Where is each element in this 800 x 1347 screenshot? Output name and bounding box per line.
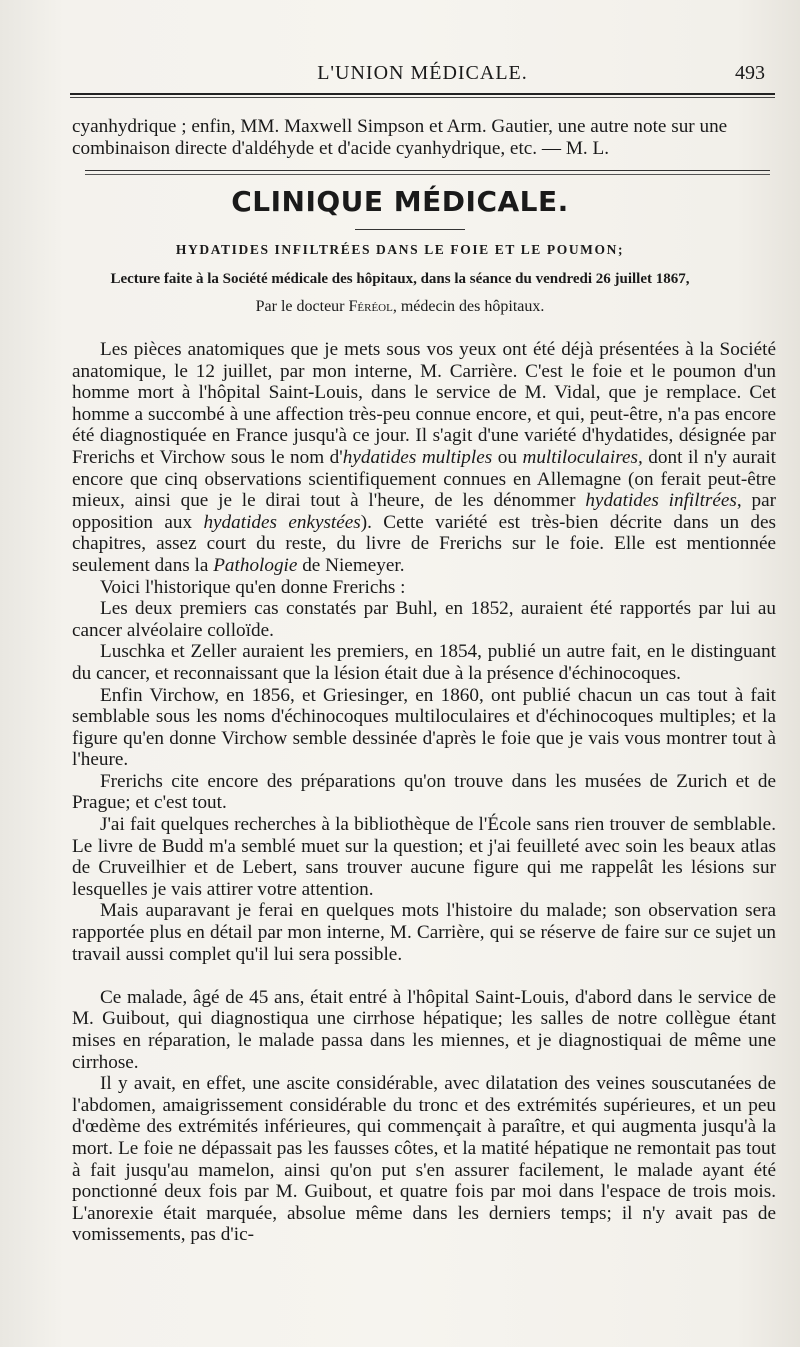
text-run: dont il n'y aurait encore que cinq observations scientifiquement connues en Allemagne (on ferait peut-être mieux, ainsi que je le dirai tout à l'heure, de les dénommer	[72, 446, 777, 512]
italic-term: hydatides infiltrées	[585, 490, 737, 512]
running-header	[70, 58, 775, 88]
paragraph: Les deux premiers cas constatés par Buhl, en 1852, auraient été rapportés par lui au cancer alvéolaire colloïde.	[72, 598, 776, 641]
author-name: Féréol	[348, 298, 393, 315]
italic-term: hydatides enkystées	[203, 511, 361, 533]
text-run: , par opposition aux	[72, 490, 776, 533]
header-rule	[70, 93, 775, 95]
paragraph: Mais auparavant je ferai en quelques mots l'histoire du malade; son observation sera rapportée plus en détail par mon interne, M. Carrière, qui se réserve de faire sur ce sujet un travail aussi complet qu'il lui sera possible.	[72, 900, 776, 965]
header-rule-thin	[70, 97, 775, 98]
italic-term: Pathologie	[213, 554, 298, 576]
paragraph	[72, 339, 776, 577]
section-divider-thin	[85, 174, 770, 175]
text-run: ou	[492, 446, 523, 468]
paragraph: Ce malade, âgé de 45 ans, était entré à l'hôpital Saint-Louis, d'abord dans le service de M. Guibout, qui diagnostiqua une cirrhose hépatique; les salles de notre collègue étant mises en réparation, le malade passa dans les miennes, et je diagnostiquai de même une cirrhose.	[72, 986, 776, 1073]
italic-term: multiloculaires,	[522, 446, 643, 468]
article-title: HYDATIDES INFILTRÉES DANS LE FOIE ET LE POUMON;	[175, 242, 625, 257]
paragraph: Luschka et Zeller auraient les premiers, en 1854, publié un autre fait, en le distinguant du cancer, et reconnaissant que la lésion était due à la présence d'échinocoques.	[72, 641, 776, 684]
article-subtitle: Lecture faite à la Société médicale des hôpitaux, dans la séance du vendredi 26 juillet 1867,	[110, 271, 690, 287]
italic-term: hydatides multiples	[342, 446, 493, 468]
previous-article-ending	[72, 116, 776, 159]
page-number: 493	[735, 62, 765, 84]
paragraph: Voici l'historique qu'en donne Frerichs :	[100, 576, 406, 598]
journal-title: L'UNION MÉDICALE.	[317, 62, 528, 84]
text-run: ). Cette variété est très-bien décrite dans un des chapitres, assez court du reste, du livre de Frerichs sur le foie. Elle est mentionnée seulement dans la	[72, 511, 776, 576]
author-suffix: , médecin des hôpitaux.	[392, 298, 545, 315]
author-prefix: Par le docteur	[255, 298, 345, 315]
paragraph: Frerichs cite encore des préparations qu'on trouve dans les musées de Zurich et de Prague; et c'est tout.	[72, 770, 776, 814]
article-author	[0, 298, 800, 316]
text-run: Les pièces anatomiques que je mets sous vos yeux ont été déjà présentées à la Société anatomique, le 12 juillet, par mon interne, M. Carrière. C'est le foie et le poumon d'un homme mort à l'hôpital Saint-Louis, dans le service de M. Vidal, que je remplace. Cet homme a succombé à une affection très-peu connue encore, et qui, peut-être, n'a pas encore été diagnostiquée en France jusqu'à ce jour. Il s'agit d'une variété d'hydatides, désignée par Frerichs et Virchow sous le nom d'	[72, 339, 776, 468]
text-run: de Niemeyer.	[297, 554, 405, 576]
section-heading: CLINIQUE MÉDICALE.	[231, 185, 569, 218]
intro-line: cyanhydrique ; enfin, MM. Maxwell Simpson et Arm. Gautier, une autre note sur une	[72, 116, 728, 137]
paragraph: Enfin Virchow, en 1856, et Griesinger, en 1860, ont publié chacun un cas tout à fait semblable sous les noms d'échinocoques multiloculaires et d'échinocoques multiples; et la figure qu'en donne Virchow semble dessinée d'après le foie que je vais vous montrer tout à l'heure.	[72, 684, 776, 771]
paragraph: Il y avait, en effet, une ascite considérable, avec dilatation des veines souscutanées de l'abdomen, amaigrissement considérable du tronc et des extrémités supérieures, et un peu d'œdème des extrémités inférieures, qui commençait à paraître, et qui augmenta jusqu'à la mort. Le foie ne dépassait pas les fausses côtes, et la matité hépatique ne remontait pas tout à fait jusqu'au mamelon, ainsi qu'on put s'en assurer facilement, le malade ayant été ponctionné deux fois par M. Guibout, et quatre fois par moi dans l'espace de trois mois. L'anorexie était marquée, absolue même dans les derniers temps; il n'y avait pas de vomissements, pas d'ic-	[72, 1073, 776, 1246]
paragraph: J'ai fait quelques recherches à la bibliothèque de l'École sans rien trouver de semblable. Le livre de Budd m'a semblé muet sur la question; et j'ai feuilleté avec soin les beaux atlas de Cruveilhier et de Lebert, sans trouver aucune figure qui me rappelât les lésions sur lesquelles je vais attirer votre attention.	[72, 814, 776, 900]
section-divider	[85, 170, 770, 171]
section-heading-rule	[355, 229, 465, 230]
intro-line: combinaison directe d'aldéhyde et d'acide cyanhydrique, etc. — M. L.	[72, 137, 610, 159]
article-body	[72, 339, 776, 1246]
